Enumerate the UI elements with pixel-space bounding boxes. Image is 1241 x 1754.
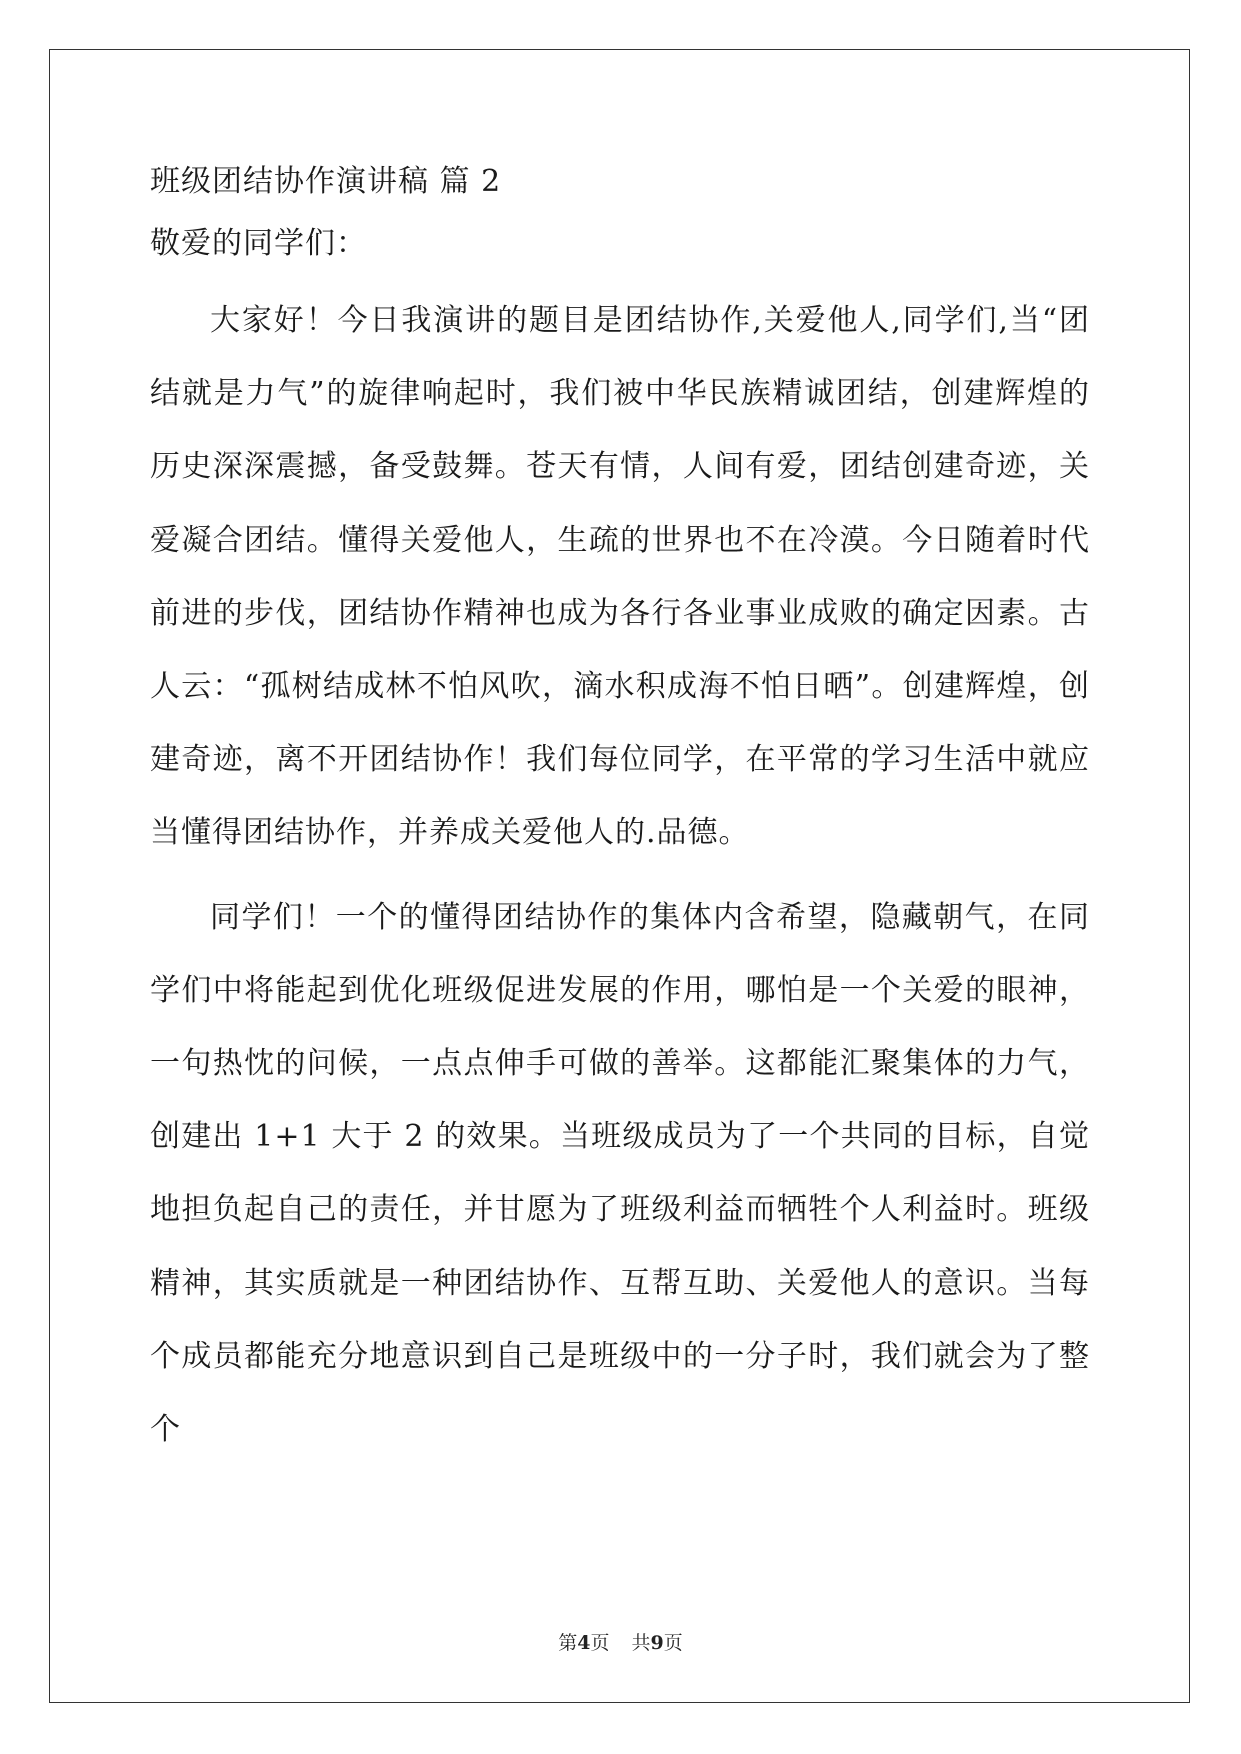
total-suffix: 页	[663, 1632, 683, 1654]
paragraph: 大家好！今日我演讲的题目是团结协作,关爱他人,同学们,当“团结就是力气”的旋律响起时，我们被中华民族精诚团结，创建辉煌的历史深深震撼，备受鼓舞。苍天有情，人间有爱，团结创建奇迹，关爱凝合团结。懂得关爱他人，生疏的世界也不在冷漠。今日随着时代前进的步伐，团结协作精神也成为各行各业事业成败的确定因素。古人云：“孤树结成林不怕风吹，滴水积成海不怕日晒”。创建辉煌，创建奇迹，离不开团结协作！我们每位同学，在平常的学习生活中就应当懂得团结协作，并养成关爱他人的.品德。	[150, 303, 1090, 851]
total-prefix: 共	[631, 1632, 651, 1654]
salutation: 敬爱的同学们：	[150, 226, 367, 261]
document-title: 班级团结协作演讲稿 篇 2	[150, 164, 502, 199]
paragraph: 同学们！一个的懂得团结协作的集体内含希望，隐藏朝气，在同学们中将能起到优化班级促进发展的作用，哪怕是一个关爱的眼神，一句热忱的问候，一点点伸手可做的善举。这都能汇聚集体的力气，创建出 1+1 大于 2 的效果。当班级成员为了一个共同的目标，自觉地担负起自己的责任，并甘愿为了班级利益而牺牲个人利益时。班级精神，其实质就是一种团结协作、互帮互助、关爱他人的意识。当每个成员都能充分地意识到自己是班级中的一分子时，我们就会为了整个	[150, 899, 1090, 1448]
page-footer	[0, 1628, 1241, 1655]
total-pages-number: 9	[650, 1632, 664, 1654]
document-body	[150, 160, 1090, 1477]
page-word: 页	[590, 1632, 610, 1654]
page-prefix: 第	[558, 1632, 578, 1654]
current-page-number: 4	[577, 1632, 591, 1654]
